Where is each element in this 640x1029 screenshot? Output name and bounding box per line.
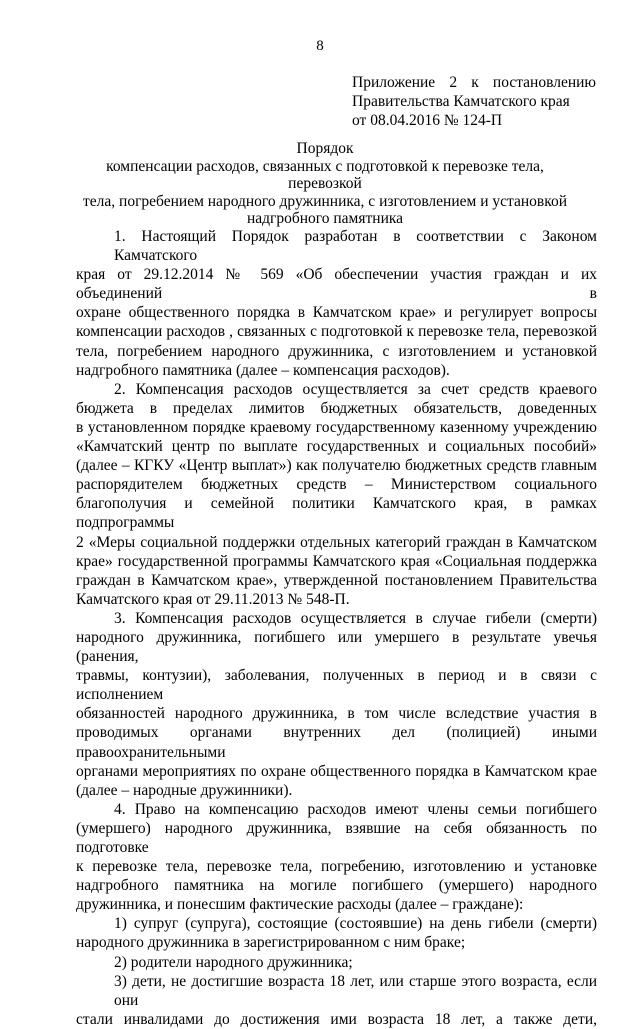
appendix-line: Приложение 2 к постановлению: [352, 74, 596, 91]
body-line: тела, погребением народного дружинника, с изготовлением и установкой: [76, 342, 597, 360]
title-line: Порядок: [296, 140, 354, 157]
title-line: компенсации расходов, связанных с подготовкой к перевозке тела, перевозкой: [106, 157, 544, 192]
body-line: 3) дети, не достигшие возраста 18 лет, или старше этого возраста, если они: [114, 972, 597, 1009]
body-line: бюджета в пределах лимитов бюджетных обязательств, доведенных: [76, 399, 597, 417]
body-line: (умершего) народного дружинника, взявшие на себя обязанность по подготовке: [76, 819, 597, 856]
body-line: народного дружинника в зарегистрированном с ним браке;: [76, 934, 466, 952]
body-line: в установленном порядке краевому государственному казенному учреждению: [76, 418, 597, 436]
body-line: надгробного памятника (далее – компенсация расходов).: [76, 361, 450, 379]
body-line: 1. Настоящий Порядок разработан в соответствии с Законом Камчатского: [114, 228, 597, 265]
body-line: органами мероприятиях по охране общественного порядка в Камчатском крае: [76, 762, 597, 780]
body-line: травмы, контузии), заболевания, полученных в период и в связи с исполнением: [76, 667, 597, 704]
body-line: компенсации расходов , связанных с подготовкой к перевозке тела, перевозкой: [76, 323, 597, 341]
appendix-line: от 08.04.2016 № 124-П: [352, 112, 503, 129]
body-line: 2 «Меры социальной поддержки отдельных категорий граждан в Камчатском: [76, 533, 597, 551]
appendix-header: [352, 73, 596, 130]
body-line: 2) родители народного дружинника;: [114, 953, 353, 971]
body-line: 2. Компенсация расходов осуществляется за счет средств краевого: [114, 380, 597, 398]
body-line: благополучия и семейной политики Камчатского края, в рамках подпрограммы: [76, 495, 597, 532]
title-line: надгробного памятника: [246, 210, 404, 227]
body-line: 4. Право на компенсацию расходов имеют члены семьи погибшего: [114, 800, 597, 818]
body-line: 3. Компенсация расходов осуществляется в случае гибели (смерти): [114, 609, 597, 627]
body-line: обязанностей народного дружинника, в том числе вследствие участия в: [76, 705, 597, 723]
body-line: народного дружинника, погибшего или умершего в результате увечья (ранения,: [76, 628, 597, 666]
document-title: [70, 140, 580, 228]
body-line: «Камчатский центр по выплате государственных и социальных пособий»: [76, 438, 597, 456]
body-line: Камчатского края от 29.11.2013 № 548-П.: [76, 590, 350, 608]
body-line: к перевозке тела, перевозке тела, погребению, изготовлению и установке: [76, 858, 597, 876]
body-line: дружинника, и понесшим фактические расходы (далее – граждане):: [76, 896, 524, 914]
body-line: (далее – КГКУ «Центр выплат») как получателю бюджетных средств главным: [76, 457, 597, 475]
appendix-line: Правительства Камчатского края: [352, 93, 570, 110]
body-line: 1) супруг (супруга), состоящие (состоявшие) на день гибели (смерти): [114, 915, 597, 933]
body-line: стали инвалидами до достижения ими возраста 18 лет, а также дети,: [76, 1010, 597, 1028]
title-line: тела, погребением народного дружинника, с изготовлением и установкой: [83, 192, 567, 210]
body-line: крае» государственной программы Камчатского края «Социальная поддержка: [76, 552, 597, 570]
body-line: охране общественного порядка в Камчатском крае» и регулирует вопросы: [76, 304, 597, 322]
body-line: распорядителем бюджетных средств – Министерством социального: [76, 476, 597, 494]
body-line: проводимых органами внутренних дел (полицией) иными правоохранительными: [76, 724, 597, 761]
body-line: надгробного памятника на могиле погибшего (умершего) народного: [76, 877, 597, 895]
page-number: 8: [316, 38, 324, 54]
body-line: края от 29.12.2014 № 569 «Об обеспечении участия граждан и их объединений в: [76, 266, 597, 303]
body-line: граждан в Камчатском крае», утвержденной постановлением Правительства: [76, 571, 597, 589]
document-body: [76, 227, 597, 1029]
body-line: (далее – народные дружинники).: [76, 781, 293, 799]
